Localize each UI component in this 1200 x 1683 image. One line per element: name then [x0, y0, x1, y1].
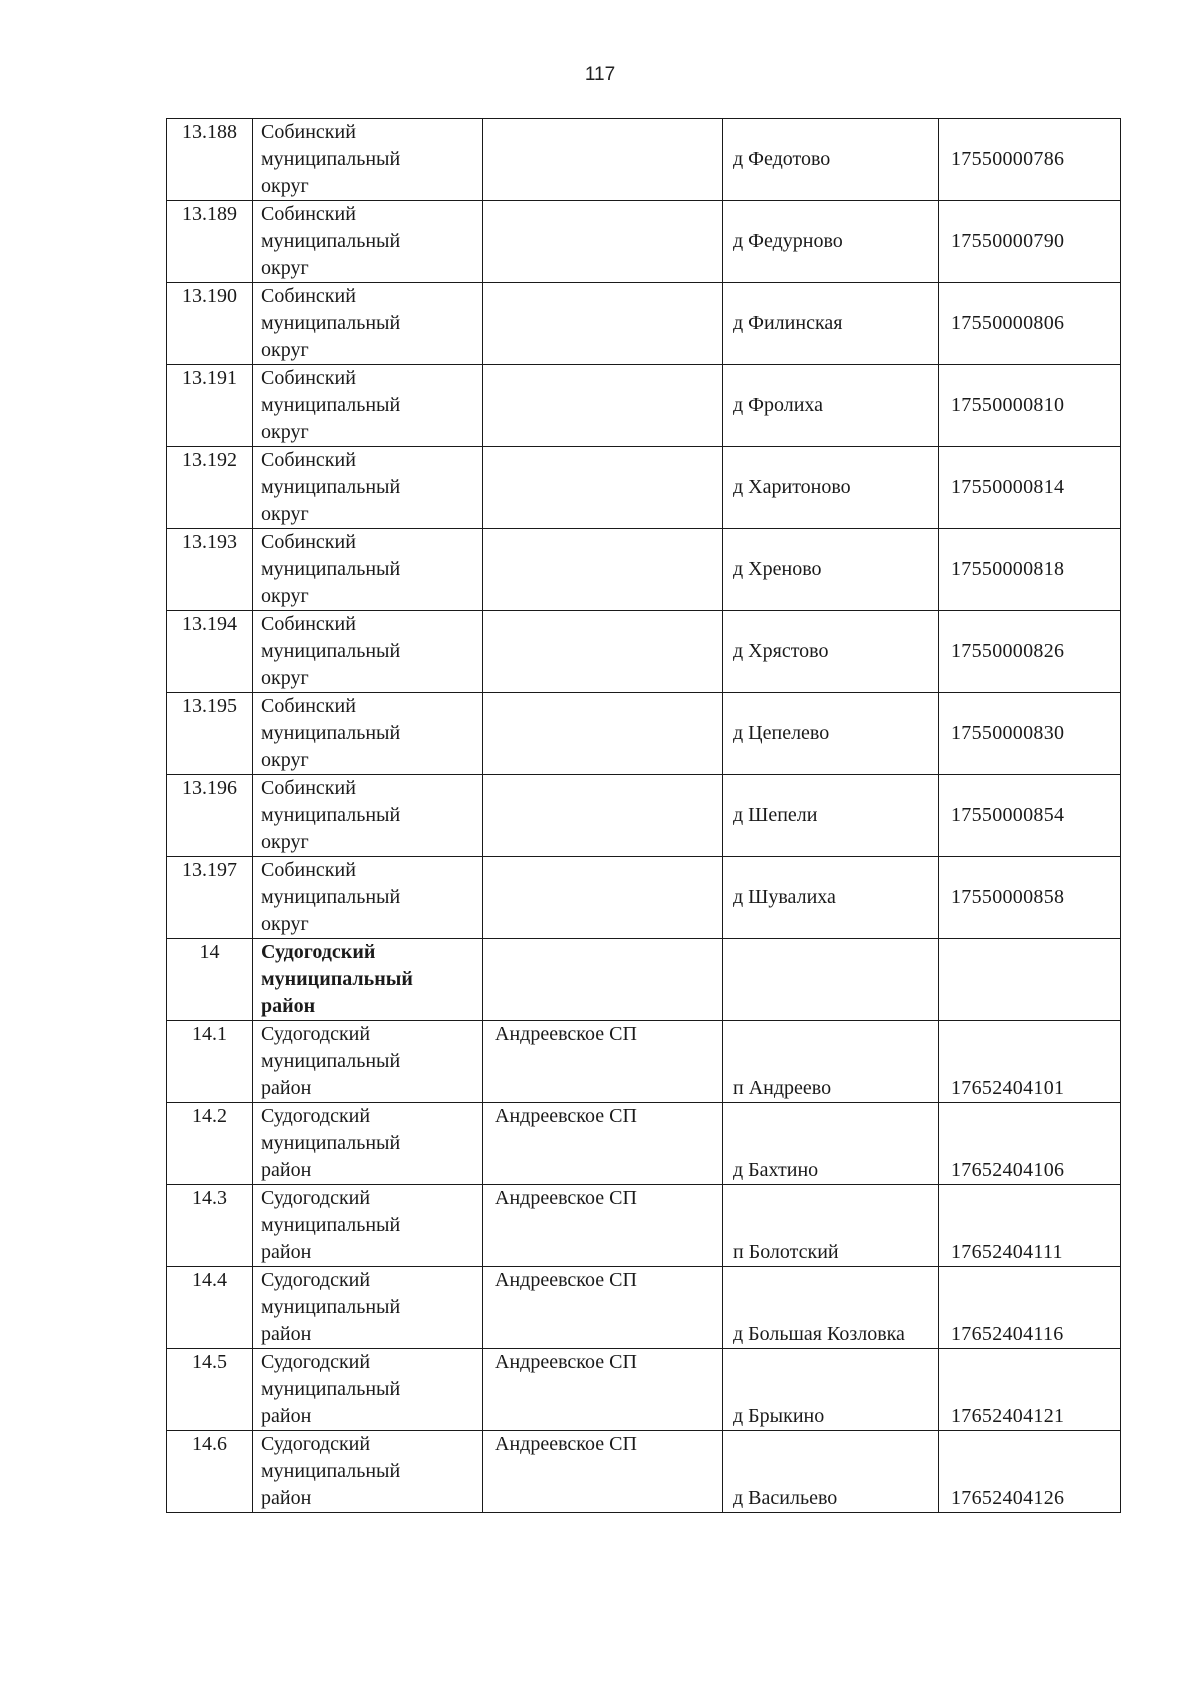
- locality-cell: д Шувалиха: [723, 857, 939, 939]
- district-line: муниципальный: [261, 230, 401, 252]
- district-line: округ: [261, 749, 309, 771]
- page-number: 117: [584, 64, 616, 85]
- district-line: округ: [261, 667, 309, 689]
- oktmo-code-cell: 17550000786: [939, 119, 1121, 201]
- district-cell: [253, 1349, 483, 1431]
- settlement-cell: [483, 939, 723, 1021]
- district-line: Судогодский: [261, 1433, 371, 1455]
- district-line: муниципальный: [261, 804, 401, 826]
- locality-cell: п Болотский: [723, 1185, 939, 1267]
- district-line: Собинский: [261, 777, 356, 799]
- district-cell: [253, 283, 483, 365]
- row-number: 13.196: [167, 775, 253, 857]
- row-number: 13.195: [167, 693, 253, 775]
- district-line: округ: [261, 175, 309, 197]
- district-line: округ: [261, 257, 309, 279]
- locality-cell: п Андреево: [723, 1021, 939, 1103]
- district-line: Собинский: [261, 203, 356, 225]
- table-row: [167, 529, 1121, 611]
- oktmo-code-cell: 17652404111: [939, 1185, 1121, 1267]
- oktmo-code-cell: 17550000830: [939, 693, 1121, 775]
- row-number: 13.190: [167, 283, 253, 365]
- district-cell: [253, 1267, 483, 1349]
- district-line: муниципальный: [261, 1378, 401, 1400]
- settlement-cell: [483, 201, 723, 283]
- district-line: муниципальный: [261, 558, 401, 580]
- oktmo-code-cell: [939, 939, 1121, 1021]
- district-cell: [253, 119, 483, 201]
- oktmo-code-cell: 17652404126: [939, 1431, 1121, 1513]
- settlement-cell: Андреевское СП: [483, 1185, 723, 1267]
- row-number: 14.2: [167, 1103, 253, 1185]
- locality-cell: д Федотово: [723, 119, 939, 201]
- row-number: 13.192: [167, 447, 253, 529]
- settlement-cell: [483, 857, 723, 939]
- district-line: муниципальный: [261, 394, 401, 416]
- locality-cell: д Бахтино: [723, 1103, 939, 1185]
- oktmo-code-cell: 17652404101: [939, 1021, 1121, 1103]
- district-cell: [253, 775, 483, 857]
- oktmo-code-cell: 17550000854: [939, 775, 1121, 857]
- row-number: 14.3: [167, 1185, 253, 1267]
- table-row: [167, 1103, 1121, 1185]
- district-line: Собинский: [261, 695, 356, 717]
- locality-cell: д Харитоново: [723, 447, 939, 529]
- district-line: Собинский: [261, 531, 356, 553]
- district-cell: [253, 1431, 483, 1513]
- district-line: Собинский: [261, 285, 356, 307]
- district-line: район: [261, 1405, 312, 1427]
- district-line: район: [261, 1241, 312, 1263]
- table-row: [167, 611, 1121, 693]
- district-line: округ: [261, 831, 309, 853]
- locality-cell: д Филинская: [723, 283, 939, 365]
- settlement-cell: Андреевское СП: [483, 1103, 723, 1185]
- table-row: [167, 775, 1121, 857]
- district-cell: [253, 1185, 483, 1267]
- settlement-cell: [483, 447, 723, 529]
- district-cell: [253, 1021, 483, 1103]
- district-line: район: [261, 1077, 312, 1099]
- district-line: Судогодский: [261, 1023, 371, 1045]
- settlement-cell: [483, 775, 723, 857]
- settlement-cell: Андреевское СП: [483, 1431, 723, 1513]
- district-line: район: [261, 995, 316, 1017]
- oktmo-code-cell: 17550000810: [939, 365, 1121, 447]
- locality-cell: [723, 939, 939, 1021]
- district-line: муниципальный: [261, 1296, 401, 1318]
- district-line: округ: [261, 913, 309, 935]
- settlement-cell: [483, 365, 723, 447]
- row-number: 13.191: [167, 365, 253, 447]
- district-line: муниципальный: [261, 640, 401, 662]
- district-cell: [253, 447, 483, 529]
- district-line: муниципальный: [261, 722, 401, 744]
- district-line: муниципальный: [261, 1050, 401, 1072]
- district-cell: [253, 201, 483, 283]
- group-header-row: [167, 939, 1121, 1021]
- row-number: 14.6: [167, 1431, 253, 1513]
- settlement-cell: Андреевское СП: [483, 1021, 723, 1103]
- table-row: [167, 1267, 1121, 1349]
- oktmo-code-cell: 17550000790: [939, 201, 1121, 283]
- locality-cell: д Васильево: [723, 1431, 939, 1513]
- district-line: муниципальный: [261, 886, 401, 908]
- locality-cell: д Хреново: [723, 529, 939, 611]
- district-line: Судогодский: [261, 1187, 371, 1209]
- district-line: муниципальный: [261, 1460, 401, 1482]
- table-row: [167, 1431, 1121, 1513]
- table-row: [167, 857, 1121, 939]
- row-number: 13.189: [167, 201, 253, 283]
- district-line: округ: [261, 421, 309, 443]
- district-line: Собинский: [261, 367, 356, 389]
- locality-cell: д Федурново: [723, 201, 939, 283]
- district-line: муниципальный: [261, 968, 413, 990]
- district-cell: [253, 529, 483, 611]
- district-line: Собинский: [261, 121, 356, 143]
- district-line: округ: [261, 339, 309, 361]
- locality-cell: д Хрястово: [723, 611, 939, 693]
- district-cell: [253, 611, 483, 693]
- settlement-cell: [483, 611, 723, 693]
- table-row: [167, 693, 1121, 775]
- table-row: [167, 119, 1121, 201]
- district-line: муниципальный: [261, 312, 401, 334]
- district-line: муниципальный: [261, 1214, 401, 1236]
- district-cell: [253, 1103, 483, 1185]
- district-line: район: [261, 1159, 312, 1181]
- settlements-table: [166, 118, 1121, 1513]
- row-number: 13.193: [167, 529, 253, 611]
- table-row: [167, 447, 1121, 529]
- locality-cell: д Шепели: [723, 775, 939, 857]
- district-line: Судогодский: [261, 1269, 371, 1291]
- row-number: 14.5: [167, 1349, 253, 1431]
- table-row: [167, 1185, 1121, 1267]
- row-number: 13.194: [167, 611, 253, 693]
- table-row: [167, 365, 1121, 447]
- oktmo-code-cell: 17550000818: [939, 529, 1121, 611]
- district-line: муниципальный: [261, 148, 401, 170]
- district-line: Судогодский: [261, 941, 376, 963]
- oktmo-code-cell: 17550000826: [939, 611, 1121, 693]
- row-number: 14.1: [167, 1021, 253, 1103]
- district-line: Собинский: [261, 613, 356, 635]
- table-row: [167, 283, 1121, 365]
- district-line: Судогодский: [261, 1105, 371, 1127]
- settlement-cell: Андреевское СП: [483, 1349, 723, 1431]
- group-district-cell: [253, 939, 483, 1021]
- district-line: округ: [261, 503, 309, 525]
- oktmo-code-cell: 17550000814: [939, 447, 1121, 529]
- district-cell: [253, 365, 483, 447]
- group-number: 14: [167, 939, 253, 1021]
- table-row: [167, 201, 1121, 283]
- table-row: [167, 1349, 1121, 1431]
- district-line: муниципальный: [261, 476, 401, 498]
- district-cell: [253, 693, 483, 775]
- district-line: Собинский: [261, 859, 356, 881]
- table-row: [167, 1021, 1121, 1103]
- oktmo-code-cell: 17652404116: [939, 1267, 1121, 1349]
- locality-cell: д Цепелево: [723, 693, 939, 775]
- locality-cell: д Большая Козловка: [723, 1267, 939, 1349]
- settlement-cell: [483, 283, 723, 365]
- settlement-cell: [483, 693, 723, 775]
- district-line: район: [261, 1323, 312, 1345]
- district-cell: [253, 857, 483, 939]
- district-line: Судогодский: [261, 1351, 371, 1373]
- oktmo-code-cell: 17652404121: [939, 1349, 1121, 1431]
- oktmo-code-cell: 17652404106: [939, 1103, 1121, 1185]
- oktmo-code-cell: 17550000806: [939, 283, 1121, 365]
- settlement-cell: [483, 529, 723, 611]
- row-number: 13.188: [167, 119, 253, 201]
- district-line: район: [261, 1487, 312, 1509]
- district-line: Собинский: [261, 449, 356, 471]
- district-line: муниципальный: [261, 1132, 401, 1154]
- row-number: 13.197: [167, 857, 253, 939]
- settlement-cell: [483, 119, 723, 201]
- district-line: округ: [261, 585, 309, 607]
- locality-cell: д Фролиха: [723, 365, 939, 447]
- row-number: 14.4: [167, 1267, 253, 1349]
- locality-cell: д Брыкино: [723, 1349, 939, 1431]
- oktmo-code-cell: 17550000858: [939, 857, 1121, 939]
- settlement-cell: Андреевское СП: [483, 1267, 723, 1349]
